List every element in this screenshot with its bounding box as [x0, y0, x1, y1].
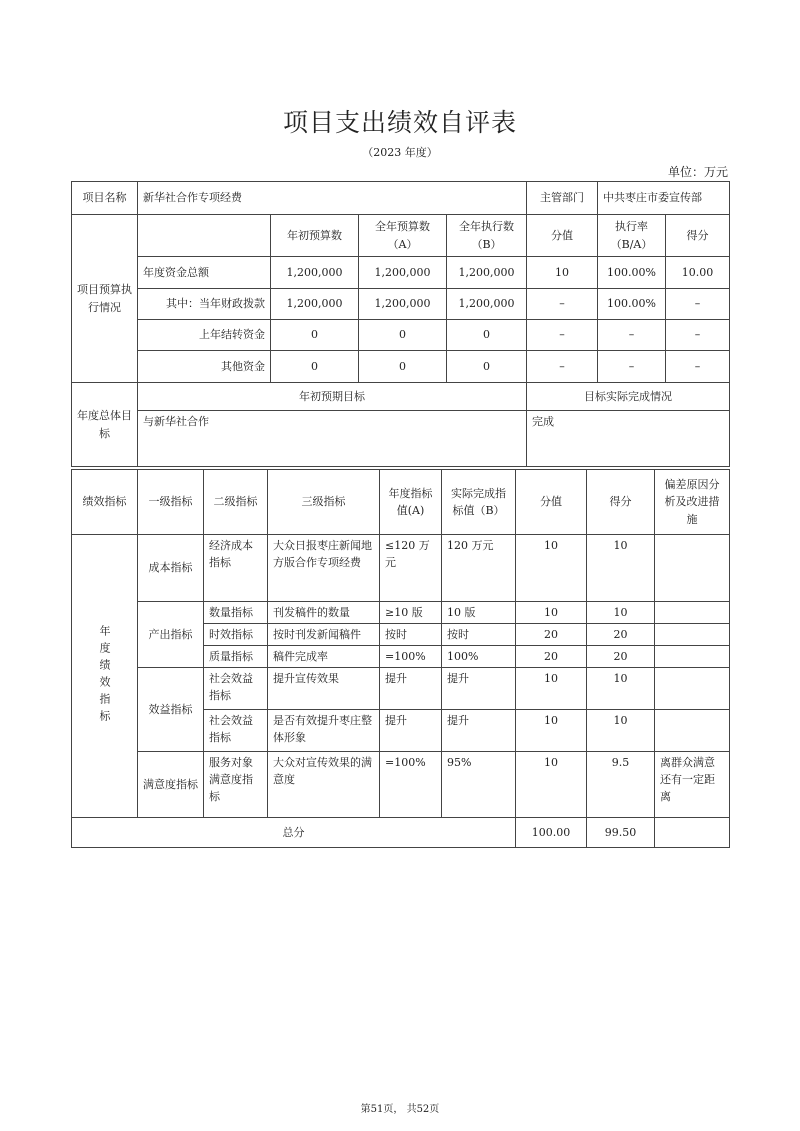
cell-executed: 1,200,000: [447, 289, 527, 320]
performance-table: [71, 469, 730, 848]
cell-score: –: [666, 320, 730, 351]
cell-level3: 稿件完成率: [268, 646, 380, 668]
header-initial-budget: 年初预算数: [271, 215, 359, 257]
header-level1: 一级指标: [138, 470, 204, 535]
row-label: 其中：当年财政拨款: [138, 289, 271, 320]
cell-value: 10: [516, 535, 587, 602]
cell-score: –: [666, 351, 730, 383]
cell-note: [655, 668, 730, 710]
cell-executed: 1,200,000: [447, 257, 527, 289]
cell-score: 10: [587, 668, 655, 710]
cell-level2: 经济成本指标: [204, 535, 268, 602]
cell-level3: 大众对宣传效果的满意度: [268, 752, 380, 818]
total-score: 99.50: [587, 818, 655, 848]
cell-value: 10: [516, 668, 587, 710]
cell-level3: 大众日报枣庄新闻地方版合作专项经费: [268, 535, 380, 602]
cell-note: [655, 602, 730, 624]
cell-rate: –: [598, 320, 666, 351]
budget-table: [71, 181, 730, 467]
cell-actual: 100%: [442, 646, 516, 668]
cell-score: 9.5: [587, 752, 655, 818]
cell-actual: 10 版: [442, 602, 516, 624]
cell-value: 20: [516, 646, 587, 668]
cell-executed: 0: [447, 351, 527, 383]
cell-target: =100%: [380, 752, 442, 818]
cell-note: 离群众满意还有一定距离: [655, 752, 730, 818]
cell-executed: 0: [447, 320, 527, 351]
annual-indicators-label: 年度绩效指标: [72, 535, 138, 818]
row-label: 上年结转资金: [138, 320, 271, 351]
header-level3: 三级指标: [268, 470, 380, 535]
cell-level3: 提升宣传效果: [268, 668, 380, 710]
budget-execution-label: 项目预算执行情况: [72, 215, 138, 383]
cell-actual: 按时: [442, 624, 516, 646]
cell-actual: 120 万元: [442, 535, 516, 602]
cell-score: 10: [587, 535, 655, 602]
cell-annual: 1,200,000: [359, 289, 447, 320]
cell-annual: 0: [359, 351, 447, 383]
group-benefit: 效益指标: [138, 668, 204, 752]
cell-initial: 1,200,000: [271, 289, 359, 320]
header-performance: 绩效指标: [72, 470, 138, 535]
cell-level2: 时效指标: [204, 624, 268, 646]
cell-score-value: –: [527, 351, 598, 383]
project-name-value: 新华社合作专项经费: [138, 182, 527, 215]
cell-level2: 社会效益指标: [204, 668, 268, 710]
annual-goal-label: 年度总体目标: [72, 383, 138, 467]
header-value: 分值: [516, 470, 587, 535]
header-deviation: 偏差原因分析及改进措施: [655, 470, 730, 535]
cell-level2: 质量指标: [204, 646, 268, 668]
cell-note: [655, 624, 730, 646]
expected-goal-value: 与新华社合作: [138, 411, 527, 467]
table-row: [72, 668, 730, 710]
header-score: 得分: [587, 470, 655, 535]
cell-level3: 按时刊发新闻稿件: [268, 624, 380, 646]
actual-goal-value: 完成: [527, 411, 730, 467]
header-level2: 二级指标: [204, 470, 268, 535]
cell-rate: 100.00%: [598, 289, 666, 320]
group-satisfaction: 满意度指标: [138, 752, 204, 818]
cell-level3: 是否有效提升枣庄整体形象: [268, 710, 380, 752]
cell-score: 20: [587, 624, 655, 646]
cell-value: 10: [516, 752, 587, 818]
cell-target: ≥10 版: [380, 602, 442, 624]
header-score-value: 分值: [527, 215, 598, 257]
header-annual-executed: 全年执行数（B）: [447, 215, 527, 257]
cell-note: [655, 535, 730, 602]
cell-score: 10.00: [666, 257, 730, 289]
cell-score-value: –: [527, 289, 598, 320]
row-label: 其他资金: [138, 351, 271, 383]
group-cost: 成本指标: [138, 535, 204, 602]
table-row: [72, 289, 730, 320]
dept-label: 主管部门: [527, 182, 598, 215]
header-blank: [138, 215, 271, 257]
row-label: 年度资金总额: [138, 257, 271, 289]
table-row: [72, 320, 730, 351]
cell-note: [655, 710, 730, 752]
table-row: [72, 351, 730, 383]
cell-target: 提升: [380, 710, 442, 752]
cell-target: 按时: [380, 624, 442, 646]
header-execution-rate: 执行率（B/A）: [598, 215, 666, 257]
unit-label: 单位：万元: [667, 165, 728, 179]
cell-level2: 数量指标: [204, 602, 268, 624]
cell-score: 10: [587, 602, 655, 624]
cell-value: 20: [516, 624, 587, 646]
cell-score-value: 10: [527, 257, 598, 289]
header-actual: 实际完成指标值（B）: [442, 470, 516, 535]
cell-target: ≤120 万元: [380, 535, 442, 602]
cell-score-value: –: [527, 320, 598, 351]
header-target: 年度指标值(A): [380, 470, 442, 535]
cell-level3: 刊发稿件的数量: [268, 602, 380, 624]
cell-actual: 提升: [442, 710, 516, 752]
cell-score: 10: [587, 710, 655, 752]
cell-annual: 0: [359, 320, 447, 351]
cell-level2: 服务对象满意度指标: [204, 752, 268, 818]
cell-actual: 95%: [442, 752, 516, 818]
cell-rate: –: [598, 351, 666, 383]
cell-value: 10: [516, 602, 587, 624]
header-annual-budget: 全年预算数（A）: [359, 215, 447, 257]
page-title: 项目支出绩效自评表: [282, 108, 517, 137]
cell-score: –: [666, 289, 730, 320]
page-number: 第51页， 共52页: [360, 1104, 440, 1115]
group-output: 产出指标: [138, 602, 204, 668]
cell-initial: 0: [271, 320, 359, 351]
year-subtitle: （2023 年度）: [362, 146, 438, 159]
cell-rate: 100.00%: [598, 257, 666, 289]
table-row: [72, 602, 730, 624]
project-name-label: 项目名称: [72, 182, 138, 215]
table-row: [72, 752, 730, 818]
total-label: 总分: [72, 818, 516, 848]
cell-annual: 1,200,000: [359, 257, 447, 289]
cell-score: 20: [587, 646, 655, 668]
table-row: [72, 257, 730, 289]
table-row: [72, 535, 730, 602]
cell-target: 提升: [380, 668, 442, 710]
cell-initial: 1,200,000: [271, 257, 359, 289]
cell-target: =100%: [380, 646, 442, 668]
header-score: 得分: [666, 215, 730, 257]
actual-goal-header: 目标实际完成情况: [527, 383, 730, 411]
cell-actual: 提升: [442, 668, 516, 710]
cell-level2: 社会效益指标: [204, 710, 268, 752]
total-value: 100.00: [516, 818, 587, 848]
dept-value: 中共枣庄市委宣传部: [598, 182, 730, 215]
expected-goal-header: 年初预期目标: [138, 383, 527, 411]
cell-value: 10: [516, 710, 587, 752]
total-note: [655, 818, 730, 848]
cell-note: [655, 646, 730, 668]
cell-initial: 0: [271, 351, 359, 383]
